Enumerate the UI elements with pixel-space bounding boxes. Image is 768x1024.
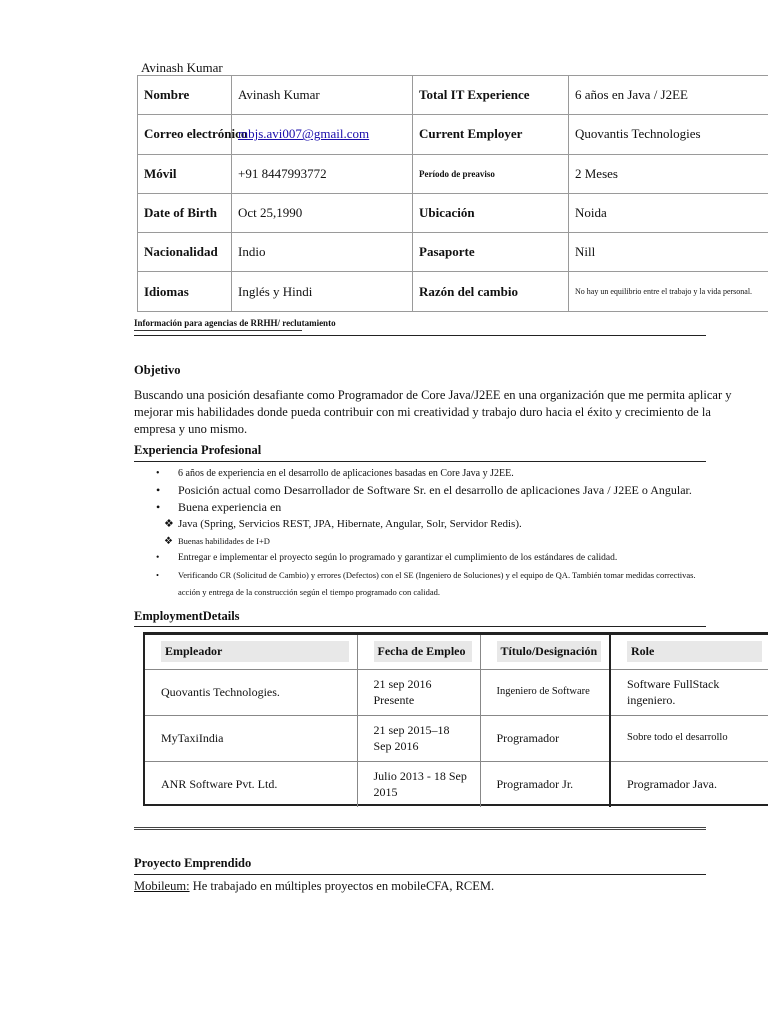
employment-table — [145, 635, 768, 807]
header-empleador — [145, 635, 357, 669]
header-role-label: Role — [627, 641, 762, 662]
label-pasaporte: Pasaporte — [413, 233, 569, 272]
value-nacionalidad: Indio — [232, 233, 413, 272]
value-nombre: Avinash Kumar — [232, 76, 413, 115]
label-date-of-birth: Date of Birth — [138, 193, 232, 232]
bullet-icon: • — [156, 553, 160, 563]
list-item-text: Buenas habilidades de I+D — [178, 536, 270, 546]
value-pasaporte: Nill — [569, 233, 768, 272]
cell-date-line2: Sep 2016 — [373, 739, 419, 753]
list-item — [134, 499, 768, 516]
cell-date-line1: 21 sep 2016 — [373, 677, 432, 691]
section-title-proyecto: Proyecto Emprendido — [134, 856, 252, 870]
list-item-text: Buena experiencia en — [178, 500, 282, 514]
list-item-text: acción y entrega de la construcción según el tiempo programado con calidad. — [178, 587, 440, 597]
list-item — [134, 550, 768, 567]
list-item-text: Java (Spring, Servicios REST, JPA, Hibernate, Angular, Solr, Servidor Redis). — [178, 518, 522, 530]
cell-employer: ANR Software Pvt. Ltd. — [161, 777, 278, 792]
cell-date — [357, 761, 480, 807]
list-item — [134, 482, 768, 499]
project-text: He trabajado en múltiples proyectos en mobileCFA, RCEM. — [189, 879, 495, 893]
label-nombre: Nombre — [138, 76, 232, 115]
cell-employer: Quovantis Technologies. — [161, 685, 280, 699]
cell-date-line2: 2015 — [373, 785, 398, 800]
cell-role: Programador Java. — [610, 761, 768, 807]
value-razon-cambio: No hay un equilibrio entre el trabajo y la vida personal. — [569, 272, 768, 311]
diamond-bullet-icon: ❖ — [164, 536, 173, 547]
section-title-employment: EmploymentDetails — [134, 609, 240, 623]
label-periodo-preaviso: Período de preaviso — [413, 154, 569, 193]
cell-role-line2: ingeniero. — [627, 693, 676, 707]
header-fecha-label: Fecha de Empleo — [374, 641, 472, 662]
list-item-text: Verificando CR (Solicitud de Cambio) y errores (Defectos) con el SE (Ingeniero de Soluciones) y el equipo de QA. También tomar medidas correctivas. — [178, 570, 696, 580]
label-correo: Correo electrónico — [138, 115, 232, 154]
cell-title: Programador — [480, 715, 610, 761]
agency-note-underline — [134, 330, 302, 331]
label-nacionalidad: Nacionalidad — [138, 233, 232, 272]
header-titulo — [480, 635, 610, 669]
document-name-heading: Avinash Kumar — [141, 60, 223, 75]
bullet-icon: • — [156, 570, 159, 580]
value-idiomas: Inglés y Hindi — [232, 272, 413, 311]
label-razon-cambio: Razón del cambio — [413, 272, 569, 311]
header-fecha — [357, 635, 480, 669]
label-ubicacion: Ubicación — [413, 193, 569, 232]
info-row-email — [138, 115, 768, 154]
table-row — [145, 669, 768, 715]
value-current-employer: Quovantis Technologies — [569, 115, 768, 154]
divider-line — [134, 335, 706, 336]
info-row-nationality — [138, 233, 768, 272]
list-item — [134, 567, 768, 584]
cell-employer: MyTaxiIndia — [161, 731, 224, 745]
info-row-mobile — [138, 154, 768, 193]
table-row — [145, 715, 768, 761]
employment-header-row — [145, 635, 768, 669]
list-item-text: Posición actual como Desarrollador de Software Sr. en el desarrollo de aplicaciones Java / J2EE o Angular. — [178, 483, 692, 497]
cell-title: Ingeniero de Software — [480, 669, 610, 715]
cell-date-line1: Julio 2013 - 18 Sep — [373, 769, 467, 784]
section-title-experiencia: Experiencia Profesional — [134, 443, 262, 457]
list-item — [134, 516, 768, 533]
value-date-of-birth: Oct 25,1990 — [232, 193, 413, 232]
bullet-icon: • — [156, 483, 161, 497]
info-row-name — [138, 76, 768, 115]
label-total-it-experience: Total IT Experience — [413, 76, 569, 115]
cell-date — [357, 715, 480, 761]
project-label: Mobileum: — [134, 879, 190, 893]
divider-line — [134, 626, 706, 627]
cell-title: Programador Jr. — [480, 761, 610, 807]
agency-note: Información para agencias de RRHH/ reclutamiento — [134, 318, 336, 328]
header-titulo-label: Título/Designación — [497, 641, 602, 662]
info-row-dob — [138, 193, 768, 232]
label-current-employer: Current Employer — [413, 115, 569, 154]
label-idiomas: Idiomas — [138, 272, 232, 311]
list-item-text: 6 años de experiencia en el desarrollo de aplicaciones basadas en Core Java y J2EE. — [178, 468, 514, 479]
list-item — [134, 584, 768, 601]
header-role — [610, 635, 768, 669]
email-link[interactable]: mbjs.avi007@gmail.com — [238, 126, 370, 142]
section-title-objetivo: Objetivo — [134, 363, 181, 377]
employment-table-frame — [143, 632, 768, 806]
experience-list — [134, 465, 768, 601]
bullet-icon: • — [156, 468, 160, 479]
value-total-it-experience: 6 años en Java / J2EE — [569, 76, 768, 115]
cell-date-line2: Presente — [373, 693, 415, 707]
divider-double-line — [134, 827, 706, 830]
label-movil: Móvil — [138, 154, 232, 193]
personal-info-table — [137, 75, 768, 312]
value-ubicacion: Noida — [569, 193, 768, 232]
cell-role-line1: Software FullStack — [627, 677, 720, 691]
list-item — [134, 465, 768, 482]
cell-role — [610, 669, 768, 715]
objective-paragraph: Buscando una posición desafiante como Programador de Core Java/J2EE en una organización que me permita aplicar y mejorar mis habilidades donde pueda contribuir con mi creatividad y trabajo duro hacia el éxito y crecimiento de la empresa y uno mismo. — [134, 388, 732, 436]
info-row-languages — [138, 272, 768, 311]
divider-line — [134, 461, 706, 462]
value-email-cell — [232, 115, 413, 154]
bullet-icon: • — [156, 500, 161, 514]
header-empleador-label: Empleador — [161, 641, 349, 662]
divider-line — [134, 874, 706, 875]
value-movil: +91 8447993772 — [232, 154, 413, 193]
value-periodo-preaviso: 2 Meses — [569, 154, 768, 193]
list-item — [134, 533, 768, 550]
list-item-text: Entregar e implementar el proyecto según lo programado y garantizar el cumplimiento de los estándares de calidad. — [178, 553, 618, 563]
table-row — [145, 761, 768, 807]
cell-role: Sobre todo el desarrollo — [610, 715, 768, 761]
project-description — [134, 879, 494, 894]
diamond-bullet-icon: ❖ — [164, 518, 174, 530]
cell-date-line1: 21 sep 2015–18 — [373, 723, 450, 737]
cell-date — [357, 669, 480, 715]
